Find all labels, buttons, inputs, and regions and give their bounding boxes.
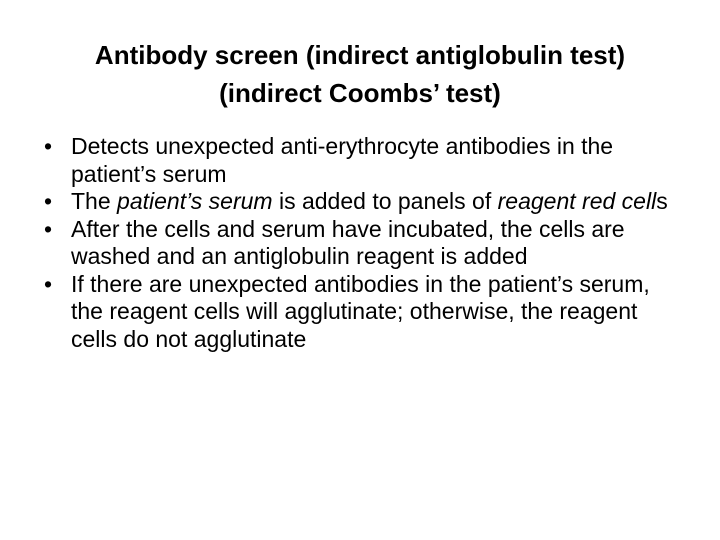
- bullet-list: [44, 133, 684, 353]
- bullet-marker: •: [44, 270, 53, 297]
- slide-title: [0, 36, 720, 112]
- title-line-2: (indirect Coombs’ test): [219, 78, 501, 108]
- bullet-item: [44, 188, 684, 216]
- bullet-item: [44, 271, 684, 354]
- bullet-item: [44, 133, 684, 188]
- bullet-marker: •: [44, 215, 53, 242]
- bullet-item: [44, 216, 684, 271]
- bullet-text: is added to panels of: [272, 188, 498, 214]
- bullet-emphasis: reagent red cell: [497, 188, 657, 214]
- bullet-marker: •: [44, 188, 53, 214]
- bullet-marker: •: [44, 133, 53, 159]
- bullet-text: s: [656, 188, 668, 214]
- bullet-text: The: [71, 188, 118, 214]
- title-line-1: Antibody screen (indirect antiglobulin test): [94, 40, 626, 70]
- bullet-emphasis: patient’s serum: [117, 188, 273, 214]
- bullet-text: If there are unexpected antibodies in the patient’s serum, the reagent cells will agglutinate; otherwise, the reagent cells do not agglutinate: [71, 270, 650, 352]
- bullet-text: After the cells and serum have incubated, the cells are washed and an antiglobulin reagent is added: [71, 215, 625, 269]
- bullet-text: Detects unexpected anti-erythrocyte antibodies in the patient’s serum: [71, 133, 614, 187]
